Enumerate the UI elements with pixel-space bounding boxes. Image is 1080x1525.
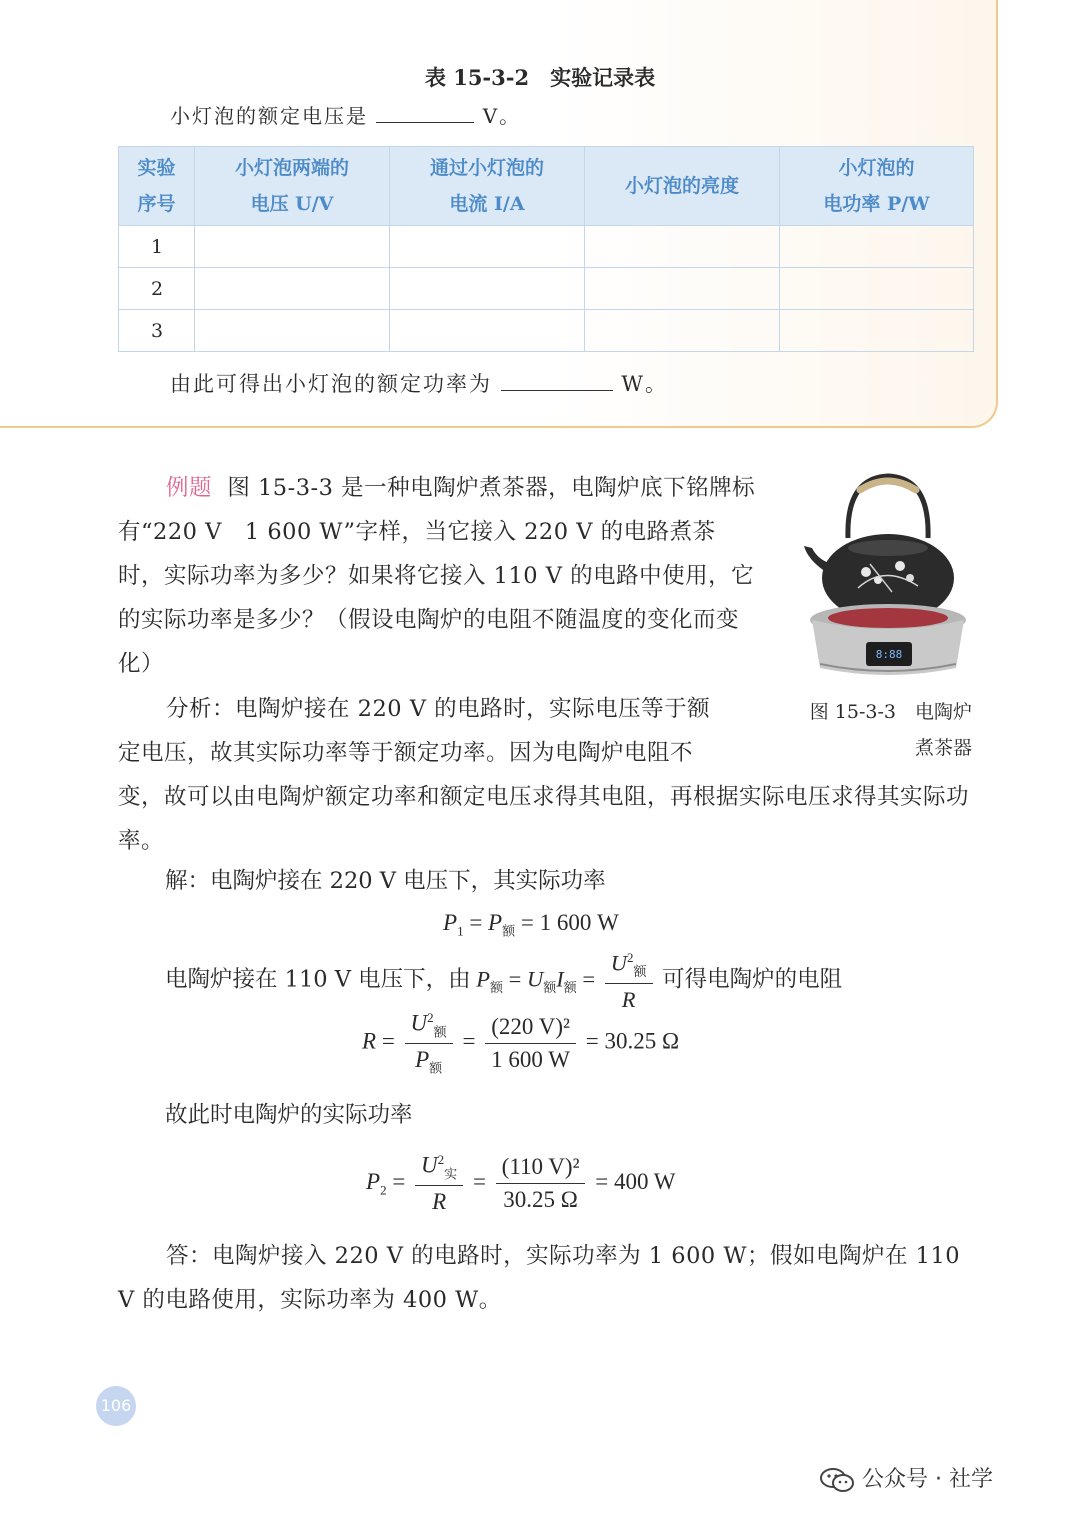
rated-power-label: 由此可得出小灯泡的额定功率为 bbox=[170, 372, 492, 396]
caption-line-1: 图 15-3-3 电陶炉 bbox=[809, 701, 972, 723]
table-cell[interactable] bbox=[390, 268, 585, 310]
caption-line-2: 煮茶器 bbox=[914, 737, 972, 759]
rated-power-unit: W。 bbox=[621, 372, 668, 396]
kettle-figure bbox=[800, 468, 976, 688]
problem-text: 图 15-3-3 是一种电陶炉煮茶器，电陶炉底下铭牌标有“220 V 1 600 W”字样，当它接入 220 V 的电路煮茶时，实际功率为多少？如果将它接入 110 V 的电路中使用，它的实际功率是多少？（假设电陶炉的电阻不随温度的变化而变化） bbox=[118, 475, 756, 677]
table-cell[interactable] bbox=[195, 268, 390, 310]
resistance-derivation-line: 电陶炉接在 110 V 电压下，由 $P_额 = U_额I_额$ = $\frac{U^2_额}{R}$ 可得电陶炉的电阻 bbox=[165, 950, 843, 1012]
rated-power-line bbox=[170, 368, 668, 398]
equation-2: R = $\frac{U^2_额}{P_额}$ = $\frac{\text{(220 V)²}}{1 600 W}$ = 30.25 Ω bbox=[362, 1010, 680, 1076]
table-cell[interactable] bbox=[390, 310, 585, 352]
rated-voltage-line bbox=[170, 100, 521, 129]
table-row bbox=[119, 268, 974, 310]
table-cell[interactable] bbox=[390, 226, 585, 268]
record-table bbox=[118, 146, 974, 352]
display-readout: 8:88 bbox=[875, 648, 903, 661]
table-cell[interactable] bbox=[585, 268, 780, 310]
actual-power-line: 故此时电陶炉的实际功率 bbox=[165, 1102, 413, 1128]
table-cell[interactable] bbox=[780, 226, 974, 268]
table-row bbox=[119, 226, 974, 268]
wechat-icon bbox=[820, 1467, 854, 1493]
equation-1: $P_1 = P_额 = 1$ 600 W bbox=[443, 910, 619, 939]
header-brightness: 小灯泡的亮度 bbox=[585, 147, 780, 226]
table-title: 表 15-3-2 实验记录表 bbox=[424, 65, 656, 90]
analysis-rest: 变，故可以由电陶炉额定功率和额定电压求得其电阻，再根据实际电压求得其实际功率。 bbox=[118, 784, 970, 854]
table-cell[interactable] bbox=[585, 226, 780, 268]
fraction-u2-over-r: $\frac{U^2_额}{R}$ bbox=[605, 950, 653, 1013]
rated-power-blank[interactable] bbox=[501, 372, 613, 391]
analysis-text bbox=[118, 687, 978, 863]
row-index: 2 bbox=[119, 268, 195, 310]
table-row bbox=[119, 310, 974, 352]
example-label: 例题 bbox=[166, 475, 213, 501]
example-problem bbox=[118, 466, 758, 686]
solution-intro: 解：电陶炉接在 220 V 电压下，其实际功率 bbox=[165, 868, 606, 894]
table-cell[interactable] bbox=[780, 268, 974, 310]
header-index: 实验 序号 bbox=[119, 147, 195, 226]
table-cell[interactable] bbox=[195, 226, 390, 268]
table-cell[interactable] bbox=[195, 310, 390, 352]
table-cell[interactable] bbox=[780, 310, 974, 352]
eq1-value: = 1 600 W bbox=[520, 910, 619, 935]
answer-text: 答：电陶炉接入 220 V 的电路时，实际功率为 1 600 W；假如电陶炉在 110 V 的电路使用，实际功率为 400 W。 bbox=[118, 1243, 961, 1313]
rated-voltage-blank[interactable] bbox=[376, 104, 474, 123]
rated-voltage-unit: V。 bbox=[482, 104, 522, 128]
row-index: 3 bbox=[119, 310, 195, 352]
header-power: 小灯泡的 电功率 P/W bbox=[780, 147, 974, 226]
watermark bbox=[820, 1462, 993, 1493]
analysis-line-2: 定电压，故其实际功率等于额定功率。因为电陶炉电阻不 bbox=[118, 740, 694, 766]
equation-3: $P_2$ = $\frac{U^2_实}{R}$ = $\frac{\text{(110 V)²}}{30.25 \Omega}$ = 400 W bbox=[366, 1152, 676, 1215]
row-index: 1 bbox=[119, 226, 195, 268]
page-number: 106 bbox=[96, 1386, 136, 1426]
rated-voltage-label: 小灯泡的额定电压是 bbox=[170, 104, 368, 128]
table-cell[interactable] bbox=[585, 310, 780, 352]
header-voltage: 小灯泡两端的 电压 U/V bbox=[195, 147, 390, 226]
watermark-text: 公众号 · 社学 bbox=[862, 1467, 993, 1492]
analysis-line-1: 分析：电陶炉接在 220 V 的电路时，实际电压等于额 bbox=[166, 696, 711, 722]
header-current: 通过小灯泡的 电流 I/A bbox=[390, 147, 585, 226]
